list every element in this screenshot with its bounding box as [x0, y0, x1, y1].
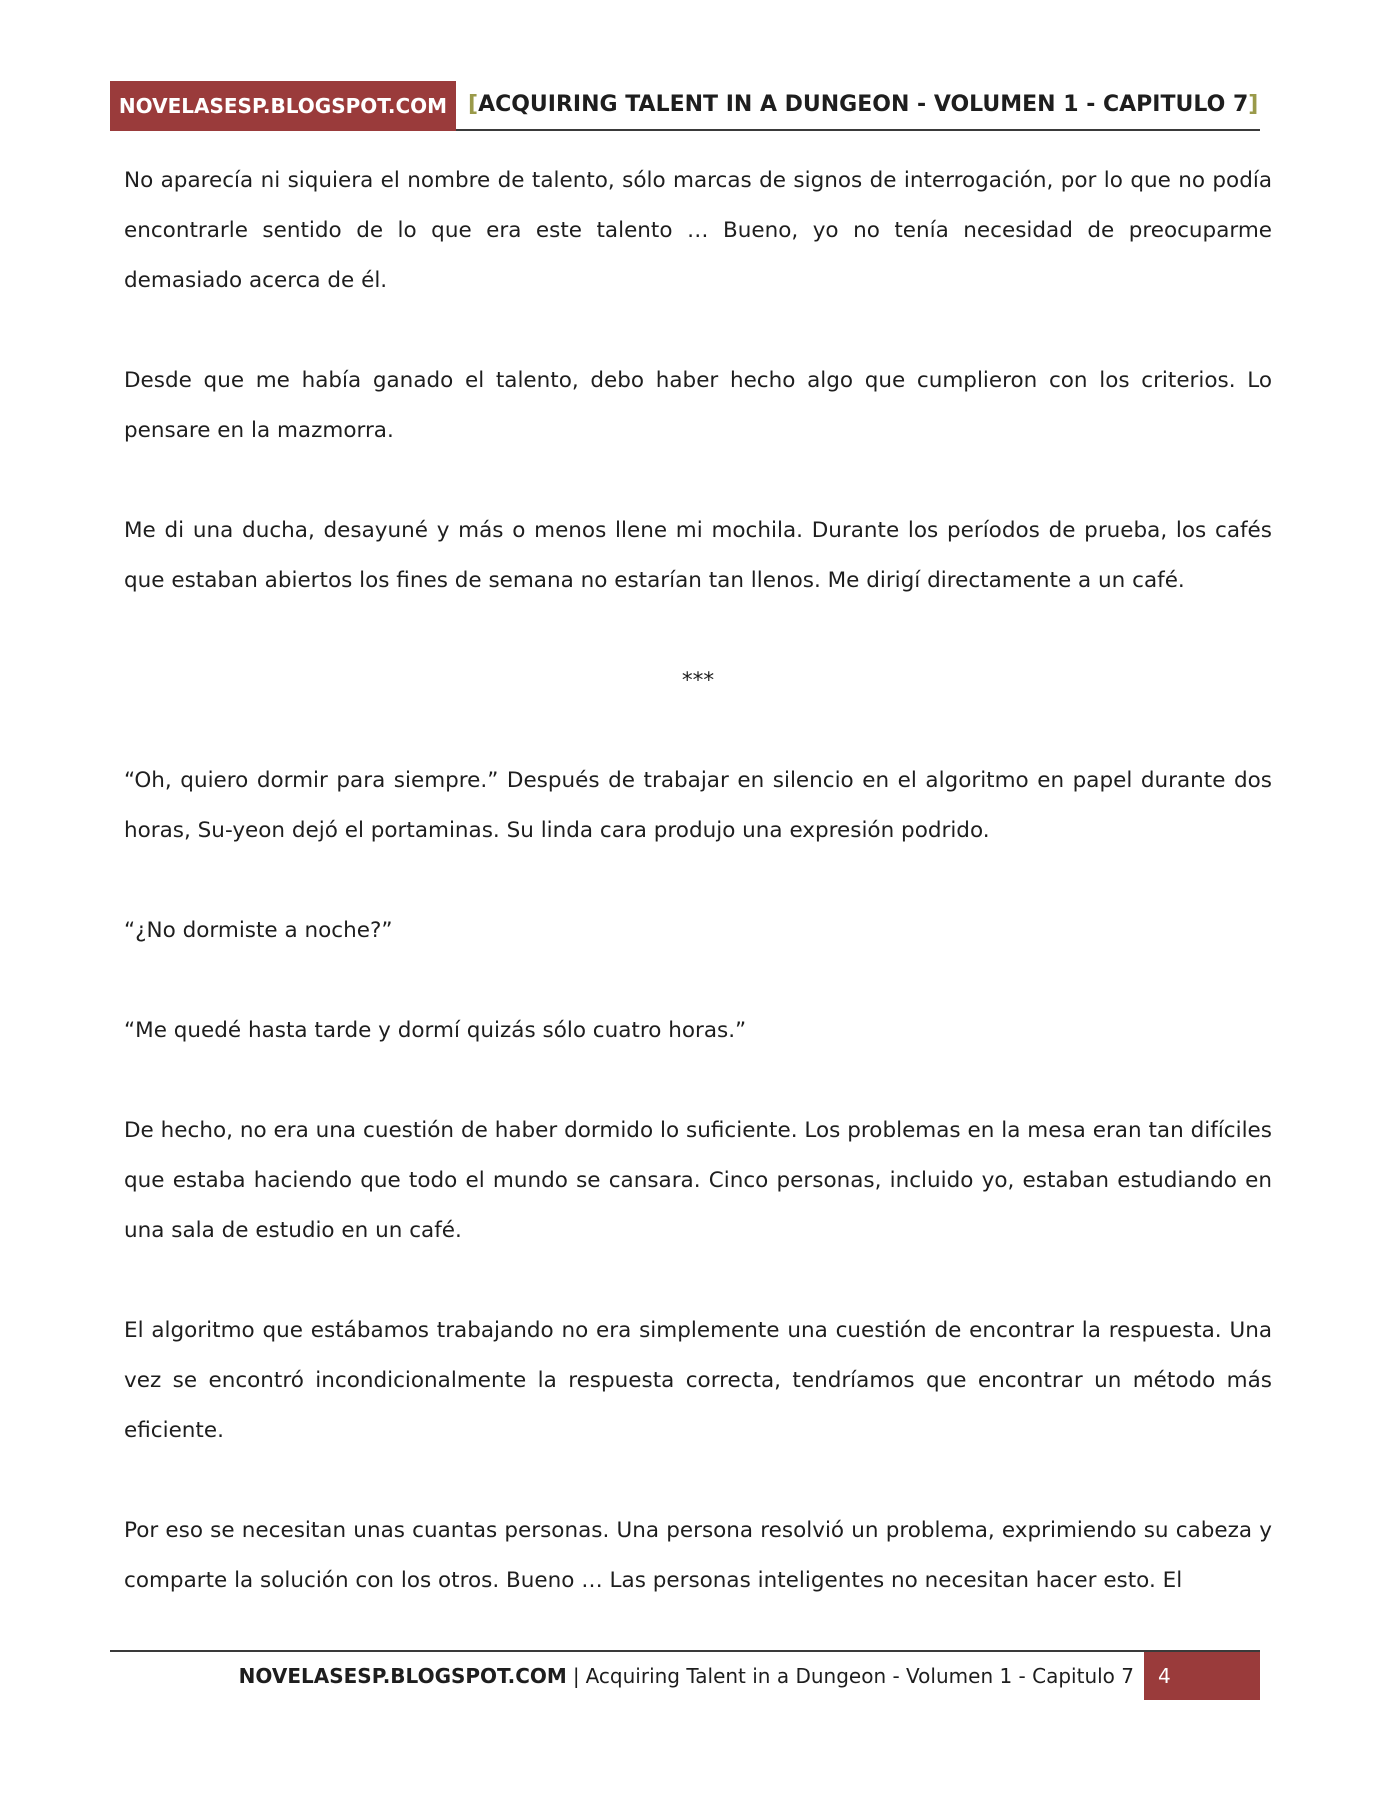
- header-bracket-open: [: [468, 92, 479, 117]
- header-chapter-title: [468, 81, 1258, 129]
- paragraph: El algoritmo que estábamos trabajando no era simplemente una cuestión de encontrar la respuesta. Una vez se encontró incondicionalmente la respuesta correcta, tendríamos que encontrar un método más eficiente.: [124, 1318, 1272, 1443]
- header-bracket-close: ]: [1248, 92, 1259, 117]
- paragraph: “Oh, quiero dormir para siempre.” Después de trabajar en silencio en el algoritmo en papel durante dos horas, Su-yeon dejó el portaminas. Su linda cara produjo una expresión podrido.: [124, 768, 1272, 843]
- page-header: [110, 81, 1260, 131]
- footer-separator: |: [572, 1664, 580, 1688]
- header-site-label: NOVELASESP.BLOGSPOT.COM: [110, 81, 456, 131]
- page-footer: [110, 1650, 1260, 1700]
- paragraph: Desde que me había ganado el talento, debo haber hecho algo que cumplieron con los criterios. Lo pensare en la mazmorra.: [124, 368, 1272, 443]
- paragraph: No aparecía ni siquiera el nombre de talento, sólo marcas de signos de interrogación, por lo que no podía encontrarle sentido de lo que era este talento … Bueno, yo no tenía necesidad de preocuparme demasiado acerca de él.: [124, 168, 1272, 293]
- scene-break: ***: [681, 668, 715, 693]
- page-number: 4: [1144, 1652, 1260, 1700]
- footer-chapter-title: Acquiring Talent in a Dungeon - Volumen 1 - Capitulo 7: [585, 1664, 1134, 1688]
- footer-text: [239, 1652, 1134, 1700]
- footer-site-label: NOVELASESP.BLOGSPOT.COM: [238, 1664, 567, 1688]
- paragraph: “¿No dormiste a noche?”: [124, 918, 393, 943]
- paragraph: Me di una ducha, desayuné y más o menos llene mi mochila. Durante los períodos de prueba, los cafés que estaban abiertos los fines de semana no estarían tan llenos. Me dirigí directamente a un café.: [124, 518, 1272, 593]
- paragraph: “Me quedé hasta tarde y dormí quizás sólo cuatro horas.”: [124, 1018, 747, 1043]
- paragraph: De hecho, no era una cuestión de haber dormido lo suficiente. Los problemas en la mesa eran tan difíciles que estaba haciendo que todo el mundo se cansara. Cinco personas, incluido yo, estaban estudiando en una sala de estudio en un café.: [124, 1118, 1272, 1243]
- header-title-text: ACQUIRING TALENT IN A DUNGEON - VOLUMEN 1 - CAPITULO 7: [478, 92, 1249, 117]
- document-body: [124, 156, 1272, 1656]
- paragraph: Por eso se necesitan unas cuantas personas. Una persona resolvió un problema, exprimiendo su cabeza y comparte la solución con los otros. Bueno … Las personas inteligentes no necesitan hacer esto. El: [124, 1518, 1272, 1593]
